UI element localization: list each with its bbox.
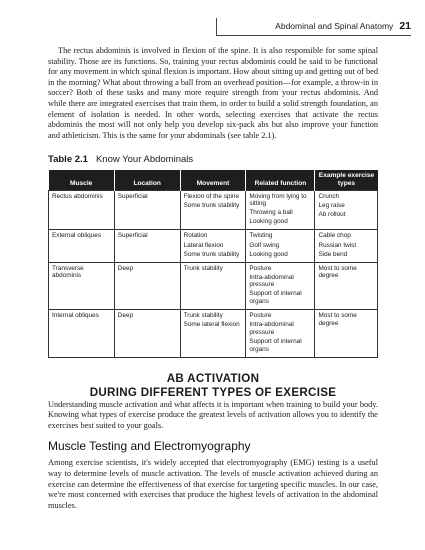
cell-location: Deep bbox=[114, 310, 180, 357]
table-row bbox=[49, 190, 378, 230]
cell-exercise-types-line: Side bend bbox=[318, 250, 348, 258]
page-content bbox=[48, 46, 378, 511]
cell-exercise-types bbox=[315, 262, 378, 309]
table-title: Know Your Abdominals bbox=[95, 154, 194, 166]
cell-exercise-types-line: Cable chop bbox=[318, 232, 351, 240]
cell-related-function-line: Posture bbox=[249, 312, 272, 320]
col-header-related-function: Related function bbox=[246, 170, 315, 190]
cell-movement-line: Some trunk stability bbox=[183, 201, 240, 209]
col-header-example-exercise-types: Example exercise types bbox=[315, 170, 378, 190]
cell-exercise-types-line: Most to some degree bbox=[318, 264, 357, 280]
table-row bbox=[49, 310, 378, 357]
cell-related-function-line: Looking good bbox=[249, 250, 288, 258]
running-header bbox=[275, 18, 411, 33]
cell-related-function-line: Moving from lying to sitting bbox=[249, 192, 307, 208]
cell-related-function bbox=[246, 310, 315, 357]
cell-related-function-line: Twisting bbox=[249, 232, 273, 240]
cell-related-function bbox=[246, 190, 315, 230]
cell-movement bbox=[180, 310, 246, 357]
cell-muscle: Internal obliques bbox=[49, 310, 115, 357]
table-body bbox=[49, 190, 378, 357]
cell-related-function-line: Throwing a ball bbox=[249, 209, 293, 217]
cell-movement-line: Some trunk stability bbox=[183, 250, 240, 258]
section-heading-line1: AB ACTIVATION bbox=[166, 371, 260, 385]
subsection-paragraph: Among exercise scientists, it's widely accepted that electromyography (EMG) testing is a useful way to determine levels of muscle activation. The levels of muscle activation achieved during an exercise can determine the effectiveness of that exercise for targeting specific muscles. In our case, we're most concerned with exercises that produce the highest levels of activation in the abdominal muscles. bbox=[48, 458, 378, 510]
table-header-row bbox=[49, 170, 378, 190]
cell-movement-line: Lateral flexion bbox=[183, 241, 224, 249]
cell-location: Deep bbox=[114, 262, 180, 309]
cell-related-function-line: Support of internal organs bbox=[249, 337, 302, 353]
cell-exercise-types-line: Most to some degree bbox=[318, 312, 357, 327]
cell-related-function-line: Intra-abdominal pressure bbox=[249, 273, 294, 289]
table-number: Table 2.1 bbox=[48, 154, 88, 166]
abdominals-table bbox=[48, 170, 378, 357]
col-header-movement: Movement bbox=[180, 170, 246, 190]
col-header-muscle: Muscle bbox=[49, 170, 115, 190]
header-rule-vertical bbox=[216, 18, 217, 35]
section-paragraph: Understanding muscle activation and what affects it is important when training to build your body. Knowing what types of exercise produce the greatest levels of activation allows you to identify the exercises best suited to your goals. bbox=[48, 399, 378, 430]
cell-movement-line: Trunk stability bbox=[183, 312, 223, 320]
cell-exercise-types bbox=[315, 190, 378, 230]
cell-movement-line: Some lateral flexion bbox=[183, 321, 240, 329]
running-title: Abdominal and Spinal Anatomy bbox=[275, 20, 394, 31]
cell-exercise-types bbox=[315, 230, 378, 262]
cell-related-function bbox=[246, 262, 315, 309]
intro-paragraph: The rectus abdominis is involved in flexion of the spine. It is also responsible for some spinal stability. Those are its functions. So, training your rectus abdominis could be said to be functional for any movement in which spinal flexion is important. How about sitting up and getting out of bed in the morning? What about throwing a ball from an overhead position—for example, a throw-in in soccer? Both of these tasks and many more require strength from your rectus abdominis. And while there are integrated exercises that train them, in order to build a solid strength foundation, an element of isolation is needed. In other words, selecting exercises that activate the rectus abdominis the most will not only help you develop six-pack abs but also improve your function and athleticism. This is the same for your abdominals (see table 2.1). bbox=[48, 46, 378, 140]
cell-related-function-line: Intra-abdominal pressure bbox=[249, 321, 294, 336]
header-rule bbox=[216, 35, 411, 36]
section-heading bbox=[48, 372, 378, 400]
cell-exercise-types-line: Ab rollout bbox=[318, 210, 346, 218]
cell-muscle: Rectus abdominis bbox=[49, 190, 115, 230]
cell-movement bbox=[180, 190, 246, 230]
cell-movement-line: Flexion of the spine bbox=[183, 192, 240, 200]
section-heading-line2: DURING DIFFERENT TYPES OF EXERCISE bbox=[89, 385, 337, 399]
cell-location: Superficial bbox=[114, 190, 180, 230]
cell-muscle: External obliques bbox=[49, 230, 115, 262]
cell-movement-line: Rotation bbox=[183, 232, 208, 240]
cell-location: Superficial bbox=[114, 230, 180, 262]
cell-movement-line: Trunk stability bbox=[183, 264, 223, 272]
table-caption bbox=[48, 154, 378, 165]
cell-exercise-types bbox=[315, 310, 378, 357]
cell-related-function-line: Support of internal organs bbox=[249, 290, 302, 306]
table-row bbox=[49, 262, 378, 309]
cell-related-function-line: Posture bbox=[249, 264, 272, 272]
page-number: 21 bbox=[399, 19, 411, 32]
col-header-location: Location bbox=[114, 170, 180, 190]
cell-exercise-types-line: Leg raise bbox=[318, 201, 345, 209]
cell-related-function-line: Looking good bbox=[249, 218, 288, 226]
cell-exercise-types-line: Crunch bbox=[318, 192, 340, 200]
cell-related-function bbox=[246, 230, 315, 262]
subsection-heading: Muscle Testing and Electromyography bbox=[48, 439, 251, 454]
cell-exercise-types-line: Russian twist bbox=[318, 241, 357, 249]
cell-related-function-line: Golf swing bbox=[249, 241, 280, 249]
cell-movement bbox=[180, 230, 246, 262]
table-row bbox=[49, 230, 378, 262]
cell-movement bbox=[180, 262, 246, 309]
cell-muscle: Transverse abdominis bbox=[49, 262, 115, 309]
